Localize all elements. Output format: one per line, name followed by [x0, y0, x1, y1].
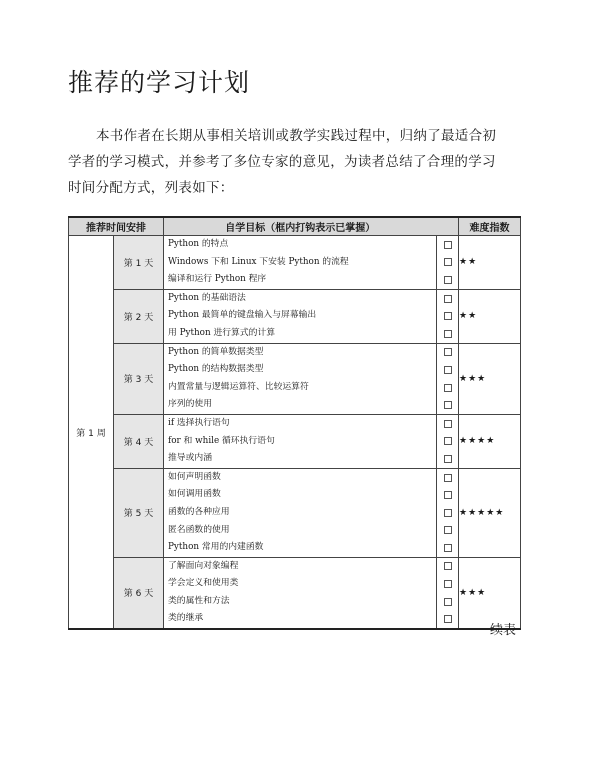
goal-item: 推导或内涵 [168, 453, 212, 464]
goal-checkbox[interactable] [444, 258, 452, 266]
goal-item: Python 最简单的键盘输入与屏幕输出 [168, 310, 317, 321]
goal-checkbox-cell [437, 593, 458, 611]
goal-item: Python 的简单数据类型 [168, 346, 264, 357]
intro-line-text: 本书作者在长期从事相关培训或教学实践过程中，归纳了最适合初 [96, 128, 497, 144]
goal-item: Python 的基础语法 [168, 292, 246, 303]
goal-checkbox-cell [437, 450, 458, 468]
goal-checkbox-cell [437, 344, 458, 362]
goal-checkbox-cell [437, 254, 458, 272]
table-row [69, 557, 521, 629]
goal-checkbox-cell [437, 504, 458, 522]
table-row [69, 468, 521, 557]
goal-item: 编译和运行 Python 程序 [168, 274, 267, 285]
checkbox-list [437, 343, 459, 414]
goal-checkbox-cell [437, 575, 458, 593]
day-label: 第 2 天 [114, 289, 164, 343]
goal-checkbox[interactable] [444, 615, 452, 623]
goal-checkbox-cell [437, 236, 458, 254]
continued-label: 续表 [490, 623, 517, 638]
goal-checkbox[interactable] [444, 312, 452, 320]
goal-checkbox[interactable] [444, 276, 452, 284]
goal-checkbox[interactable] [444, 562, 452, 570]
goal-checkbox-cell [437, 433, 458, 451]
header-difficulty: 难度指数 [459, 217, 521, 236]
goal-list [164, 236, 437, 290]
goal-checkbox[interactable] [444, 366, 452, 374]
goal-checkbox[interactable] [444, 295, 452, 303]
table-body [69, 236, 521, 630]
difficulty-stars: ★★ [459, 289, 521, 343]
day-label: 第 5 天 [114, 468, 164, 557]
goal-checkbox[interactable] [444, 241, 452, 249]
goal-item: 函数的各种应用 [168, 506, 230, 517]
table-row [69, 343, 521, 414]
goal-item: 匿名函数的使用 [168, 524, 230, 535]
goal-checkbox[interactable] [444, 420, 452, 428]
goal-checkbox[interactable] [444, 348, 452, 356]
goal-item: for 和 while 循环执行语句 [168, 435, 275, 446]
goal-item: Windows 下和 Linux 下安装 Python 的流程 [168, 256, 349, 267]
goal-checkbox-cell [437, 539, 458, 557]
header-goals-checkbox-column [437, 217, 459, 236]
goal-checkbox-cell [437, 522, 458, 540]
day-label: 第 1 天 [114, 236, 164, 290]
goal-checkbox-cell [437, 469, 458, 487]
goal-item: Python 的结构数据类型 [168, 364, 264, 375]
goal-item: 如何声明函数 [168, 471, 221, 482]
difficulty-stars: ★★★★★ [459, 468, 521, 557]
goal-checkbox-cell [437, 361, 458, 379]
difficulty-stars: ★★ [459, 236, 521, 290]
goal-checkbox-cell [437, 379, 458, 397]
goal-checkbox-cell [437, 415, 458, 433]
goal-checkbox[interactable] [444, 330, 452, 338]
table-row [69, 414, 521, 468]
table-row [69, 289, 521, 343]
goal-item: 如何调用函数 [168, 489, 221, 500]
goal-list [164, 468, 437, 557]
goal-checkbox[interactable] [444, 437, 452, 445]
goal-checkbox[interactable] [444, 401, 452, 409]
goal-item: 类的属性和方法 [168, 595, 230, 606]
goal-checkbox-cell [437, 290, 458, 308]
goal-checkbox-cell [437, 486, 458, 504]
checkbox-list [437, 557, 459, 629]
goal-checkbox[interactable] [444, 455, 452, 463]
difficulty-stars: ★★★★ [459, 414, 521, 468]
checkbox-list [437, 414, 459, 468]
goal-item: 用 Python 进行算式的计算 [168, 327, 276, 338]
goal-item: Python 常用的内建函数 [168, 542, 264, 553]
goal-item: Python 的特点 [168, 239, 229, 249]
header-goals: 自学目标（框内打钩表示已掌握） [164, 217, 437, 236]
checkbox-list [437, 236, 459, 290]
day-label: 第 4 天 [114, 414, 164, 468]
goal-checkbox-cell [437, 396, 458, 414]
goal-list [164, 289, 437, 343]
goal-checkbox[interactable] [444, 544, 452, 552]
goal-checkbox[interactable] [444, 474, 452, 482]
intro-line: 时间分配方式，列表如下： [68, 180, 234, 196]
goal-item: 了解面向对象编程 [168, 560, 239, 571]
day-label: 第 6 天 [114, 557, 164, 629]
page-title: 推荐的学习计划 [68, 68, 251, 97]
goal-item: 类的继承 [168, 613, 204, 624]
goal-checkbox[interactable] [444, 526, 452, 534]
difficulty-stars: ★★★ [459, 557, 521, 629]
checkbox-list [437, 289, 459, 343]
header-schedule: 推荐时间安排 [69, 217, 164, 236]
intro-line: 学者的学习模式，并参考了多位专家的意见，为读者总结了合理的学习 [68, 154, 496, 170]
goal-checkbox-cell [437, 558, 458, 576]
goal-checkbox[interactable] [444, 580, 452, 588]
week-label: 第 1 周 [69, 236, 114, 630]
goal-checkbox-cell [437, 610, 458, 628]
goal-item: 学会定义和使用类 [168, 578, 239, 589]
goal-checkbox[interactable] [444, 598, 452, 606]
goal-item: if 选择执行语句 [168, 417, 230, 428]
goal-list [164, 343, 437, 414]
checkbox-list [437, 468, 459, 557]
intro-line [68, 123, 532, 149]
table-row [69, 236, 521, 290]
goal-checkbox[interactable] [444, 384, 452, 392]
study-plan-table [68, 216, 521, 630]
difficulty-stars: ★★★ [459, 343, 521, 414]
table-header-row [69, 217, 521, 236]
goal-item: 序列的使用 [168, 399, 212, 410]
goal-list [164, 414, 437, 468]
intro-paragraph [68, 123, 532, 201]
goal-checkbox[interactable] [444, 509, 452, 517]
goal-item: 内置常量与逻辑运算符、比较运算符 [168, 381, 309, 392]
goal-checkbox-cell [437, 271, 458, 289]
goal-checkbox-cell [437, 307, 458, 325]
day-label: 第 3 天 [114, 343, 164, 414]
goal-list [164, 557, 437, 629]
goal-checkbox-cell [437, 325, 458, 343]
goal-checkbox[interactable] [444, 491, 452, 499]
